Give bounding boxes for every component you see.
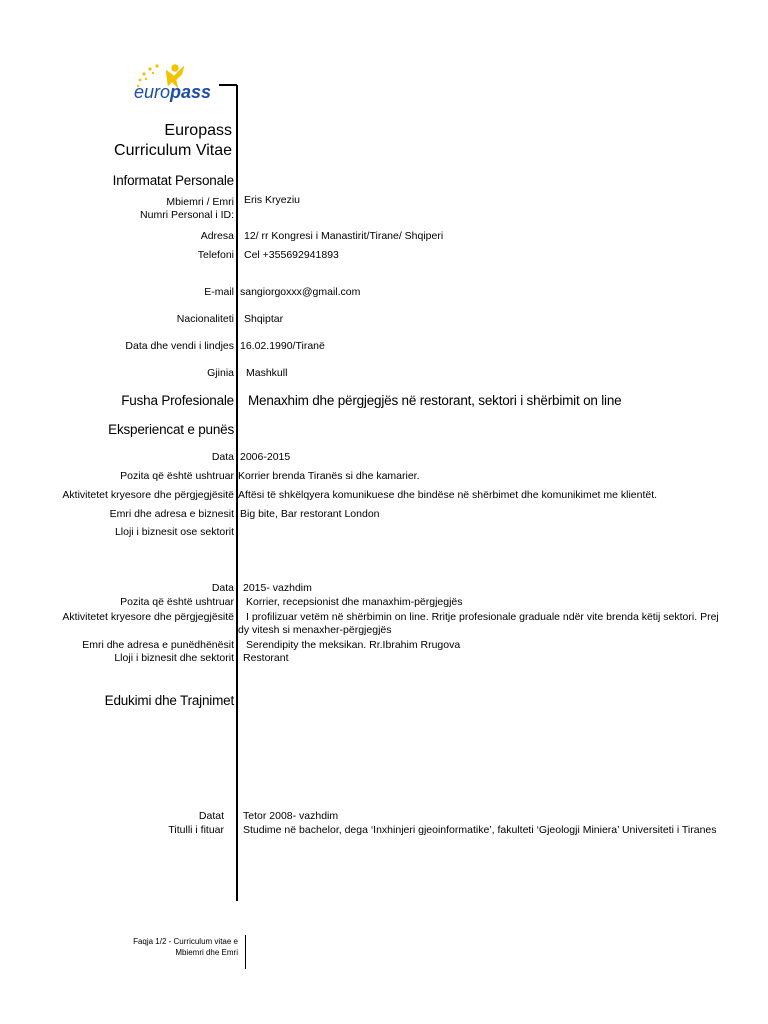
job1-activities-label: Aktivitetet kryesore dhe përgjegjësitë: [62, 489, 234, 501]
job2-position-value: Korrier, recepsionist dhe manaxhim-përgjegjës: [246, 596, 463, 608]
cv-title-1: Europass: [164, 122, 232, 139]
email-label: E-mail: [204, 286, 234, 298]
job1-employer-label: Emri dhe adresa e biznesit: [109, 508, 234, 520]
address-value: 12/ rr Kongresi i Manastirit/Tirane/ Shqiperi: [244, 230, 444, 242]
edu-title-value: Studime në bachelor, dega ‘Inxhinjeri gjeoinformatike’, fakulteti ‘Gjeologji Miniera’ Universiteti i Tiranes: [243, 824, 717, 836]
footer-divider: [245, 935, 246, 969]
job2-sector-value: Restorant: [243, 652, 289, 664]
nationality-value: Shqiptar: [244, 313, 284, 325]
job2-date-label: Data: [211, 582, 234, 594]
address-label: Adresa: [200, 230, 234, 242]
section-personal-heading: Informatat Personale: [112, 173, 234, 188]
logo-text: [134, 82, 211, 103]
name-label: Mbiemri / Emri: [166, 196, 234, 208]
europass-logo: [130, 60, 230, 106]
job1-position-value: Korrier brenda Tiranës si dhe kamarier.: [238, 470, 420, 482]
job2-activities-line1: I profilizuar vetëm në shërbimin on line. Rritje profesionale graduale ndër vite brenda këtij sektori. Prej: [246, 611, 719, 623]
birth-value: 16.02.1990/Tiranë: [240, 340, 325, 352]
job2-sector-label: Lloji i biznesit dhe sektorit: [114, 652, 234, 664]
job2-position-label: Pozita që është ushtruar: [120, 596, 234, 608]
job1-employer-value: Big bite, Bar restorant London: [240, 508, 380, 520]
job2-employer-value: Serendipity the meksikan. Rr.Ibrahim Rrugova: [246, 639, 461, 651]
section-education-heading: Edukimi dhe Trajnimet: [104, 693, 234, 708]
phone-label: Telefoni: [197, 249, 234, 261]
job1-position-label: Pozita që është ushtruar: [120, 470, 234, 482]
job2-activities-label: Aktivitetet kryesore dhe përgjegjësitë: [62, 611, 234, 623]
phone-value: Cel +355692941893: [244, 249, 339, 261]
logo-euro: euro: [134, 82, 171, 102]
job1-activities-value: Aftësi të shkëlqyera komunikuese dhe bindëse në shërbimet dhe komunikimet me klientët.: [238, 489, 658, 501]
logo-pass: pass: [170, 82, 212, 102]
cv-title-2: Curriculum Vitae: [114, 142, 232, 159]
id-label: Numri Personal i ID:: [140, 209, 234, 221]
name-value: Eris Kryeziu: [244, 194, 301, 206]
section-profession-heading: Fusha Profesionale: [121, 393, 234, 408]
profession-value: Menaxhim dhe përgjegjës në restorant, sektori i shërbimit on line: [248, 393, 622, 408]
job2-employer-label: Emri dhe adresa e punëdhënësit: [82, 639, 234, 651]
section-experience-heading: Eksperiencat e punës: [108, 422, 234, 437]
birth-label: Data dhe vendi i lindjes: [125, 340, 234, 352]
job1-date-value: 2006-2015: [240, 451, 291, 463]
email-value: sangiorgoxxx@gmail.com: [240, 286, 361, 298]
divider-top-horizontal: [219, 84, 237, 86]
job1-date-label: Data: [211, 451, 234, 463]
edu-dates-value: Tetor 2008- vazhdim: [243, 810, 339, 822]
job2-date-value: 2015- vazhdim: [243, 582, 312, 594]
gender-label: Gjinia: [207, 367, 234, 379]
footer-page-info: Faqja 1/2 - Curriculum vitae e: [133, 937, 238, 946]
gender-value: Mashkull: [246, 367, 288, 379]
job2-activities-line2: dy vitesh si menaxher-përgjegjës: [238, 624, 392, 636]
job1-sector-label: Lloji i biznesit ose sektorit: [114, 526, 234, 538]
edu-dates-label: Datat: [198, 810, 224, 822]
edu-title-label: Titulli i fituar: [168, 824, 224, 836]
nationality-label: Nacionaliteti: [176, 313, 234, 325]
footer-name: Mbiemri dhe Emri: [175, 948, 238, 957]
